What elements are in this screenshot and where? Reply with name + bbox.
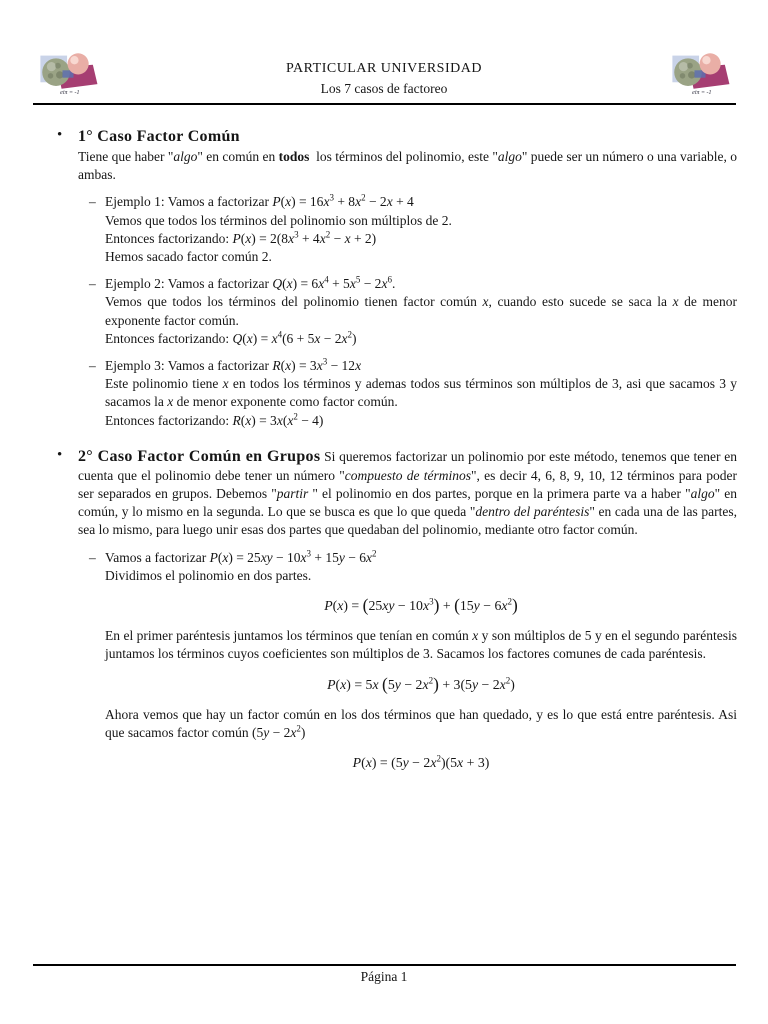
math-superscript: 3: [322, 356, 328, 367]
paragraph: [105, 412, 737, 430]
university-logo-left: [35, 51, 101, 97]
text-run: algo: [173, 149, 198, 164]
math-inline: x: [672, 294, 679, 310]
math-superscript: 6: [387, 274, 392, 285]
text-run: ", es decir 4, 6, 8, 9, 10, 12 términos para poder ser separados en grupos. Debemos ": [78, 467, 737, 502]
text-run: en todos los términos y ademas todos sus términos son múltiplos de 3, asi que sacamos 3 y sacamos la: [105, 376, 737, 410]
text-run: Vamos a factorizar: [105, 549, 210, 565]
text-run: Ahora vemos que hay un factor común en los dos términos que han quedado, y es lo que está entre paréntesis. Asi que sacamos factor común: [105, 706, 737, 740]
university-logo-right: [667, 51, 733, 97]
text-run: ): [433, 596, 440, 616]
math-inline: − 2x: [360, 276, 388, 292]
math-superscript: 2: [325, 229, 331, 240]
bullet-marker: •: [57, 127, 63, 143]
display-math: [105, 676, 737, 694]
text-run: todos: [278, 149, 310, 164]
text-run: Ejemplo 3: Vamos a factorizar: [105, 358, 273, 374]
text-run: .: [391, 276, 396, 292]
text-run: de menor exponente como factor común.: [173, 394, 398, 410]
math-inline: P(x) = 16x: [272, 194, 330, 210]
item-body: [105, 275, 737, 348]
math-superscript: 3: [429, 596, 434, 607]
math-superscript: 4: [324, 274, 329, 285]
paragraph: [105, 357, 737, 375]
section-lead: [78, 446, 737, 540]
math-superscript: 2: [361, 192, 366, 203]
dash-marker: –: [89, 549, 96, 565]
text-run: (: [382, 674, 388, 694]
item-body: [105, 549, 737, 784]
math-inline: − x + 2): [330, 230, 377, 246]
math-superscript: 2: [296, 723, 301, 734]
math-inline: + 3(5y − 2x: [438, 676, 506, 692]
math-inline: − 12x: [327, 358, 362, 374]
text-run: ): [433, 674, 439, 694]
dash-marker: –: [89, 276, 96, 292]
math-inline: Q(x) = 6x: [272, 276, 325, 292]
paragraph: [105, 293, 737, 329]
text-run: partir: [276, 486, 313, 502]
page-number: Página 1: [360, 969, 408, 984]
math-superscript: 3: [306, 548, 312, 559]
text-run: (: [362, 596, 369, 616]
math-inline: + 4x: [298, 230, 326, 246]
dash-marker: –: [89, 358, 96, 374]
section-heading: 1° Caso Factor Común: [78, 128, 240, 145]
section-heading: 2° Caso Factor Común en Grupos: [78, 447, 321, 465]
text-run: algo: [497, 149, 522, 164]
math-inline: 5y − 2x: [387, 676, 429, 692]
text-run: Hemos sacado factor común 2.: [105, 249, 272, 265]
example-item: [78, 275, 737, 348]
math-superscript: 2: [428, 674, 434, 685]
text-run: compuesto de términos: [344, 467, 471, 483]
paragraph: [105, 706, 737, 742]
page-title: PARTICULAR UNIVERSIDAD: [286, 61, 482, 76]
math-superscript: 3: [294, 229, 299, 240]
math-superscript: 2: [372, 548, 377, 559]
math-inline: + 5x: [328, 276, 356, 292]
math-inline: ): [352, 330, 357, 346]
math-inline: P(x) = 2(8x: [232, 230, 295, 246]
text-run: Tiene que haber ": [78, 149, 174, 164]
text-run: " en común, y lo mismo en la segunda. Lo que se busca es que lo que queda ": [78, 486, 737, 520]
math-inline: Q(x) = x: [232, 330, 278, 346]
text-run: Entonces factorizando:: [105, 230, 233, 246]
math-superscript: 3: [329, 192, 334, 203]
math-superscript: 4: [277, 329, 283, 340]
header-rule: [33, 103, 736, 105]
paragraph: [105, 567, 737, 585]
math-superscript: 2: [436, 753, 441, 764]
text-run: " en común en: [197, 149, 279, 164]
math-inline: x: [472, 628, 479, 644]
page-subtitle: Los 7 casos de factoreo: [320, 81, 448, 96]
paragraph: [105, 549, 737, 567]
math-inline: ): [300, 724, 306, 740]
math-inline: x: [222, 376, 229, 392]
section-intro: [78, 148, 737, 184]
text-run: los términos del polinomio, este ": [309, 149, 498, 164]
paragraph: [105, 275, 737, 293]
math-inline: P(x) = 5x: [327, 676, 379, 692]
math-inline: R(x) = 3x(x: [232, 412, 294, 428]
example-item: [78, 549, 737, 784]
math-inline: ): [510, 676, 515, 692]
display-math: [105, 597, 737, 615]
math-inline: 15y − 6x: [459, 598, 508, 614]
math-inline: (5y − 2x: [251, 724, 297, 740]
text-run: y son múltiplos de 5 y en el segundo paréntesis juntamos los términos cuyos coeficientes son múltiplos de 3. Sacamos los factores comunes de cada paréntesis.: [105, 628, 737, 662]
text-run: " el polinomio en dos partes, porque en la primera parte va a haber ": [312, 486, 691, 502]
math-inline: + 8x: [333, 194, 362, 210]
document-body: [57, 110, 737, 784]
text-run: ): [512, 596, 518, 616]
math-inline: P(x) = (5y − 2x: [352, 755, 437, 771]
display-math: [105, 754, 737, 772]
math-superscript: 2: [507, 596, 512, 607]
math-inline: x: [167, 394, 174, 410]
text-run: Vemos que todos los términos del polinomio tienen factor común: [105, 294, 483, 310]
math-inline: 25xy − 10x: [368, 598, 430, 614]
text-run: Entonces factorizando:: [105, 330, 233, 346]
text-run: " puede ser un número o una variable, o ambas.: [78, 149, 737, 183]
text-run: Dividimos el polinomio en dos partes.: [105, 567, 312, 583]
math-superscript: 2: [293, 411, 298, 422]
math-inline: − 4): [297, 412, 324, 428]
example-item: [78, 357, 737, 430]
text-run: Ejemplo 1: Vamos a factorizar: [105, 194, 273, 210]
paragraph: [105, 248, 737, 266]
section-2: [57, 445, 737, 784]
text-run: , cuando esto sucede se saca la: [488, 294, 673, 310]
section-lead: [78, 126, 737, 147]
bullet-marker: •: [57, 446, 63, 463]
footer-rule: [33, 964, 736, 966]
logo-formula-text: eiπ = -1: [692, 90, 712, 97]
math-inline: − 2x + 4: [365, 194, 414, 210]
item-body: [105, 357, 737, 430]
text-run: Si queremos factorizar un polinomio por este método, tenemos que tener en cuenta que el polinomio debe tener un número ": [78, 448, 737, 483]
math-inline: + 15y − 6x: [311, 549, 373, 565]
section-body: [78, 125, 737, 430]
text-run: algo: [690, 486, 715, 502]
paragraph: [105, 330, 737, 348]
text-run: Vemos que todos los términos del polinomio son múltiplos de 2.: [105, 212, 452, 228]
paragraph: [105, 627, 737, 663]
logo-formula-text: eiπ = -1: [60, 90, 80, 97]
math-inline: (6 + 5x − 2x: [282, 330, 348, 346]
example-item: [78, 193, 737, 266]
math-inline: P(x) =: [324, 598, 363, 614]
math-inline: P(x) = 25xy − 10x: [209, 549, 307, 565]
section-body: [78, 445, 737, 784]
text-run: dentro del paréntesis: [475, 504, 590, 520]
text-run: " en cada una de las partes, sea lo mismo, para luego unir esas dos partes que quedaban del polinomio, mediante otro factor común.: [78, 504, 738, 538]
text-run: (: [454, 596, 460, 616]
paragraph: [105, 230, 737, 248]
math-inline: x: [482, 294, 489, 310]
math-superscript: 2: [505, 674, 511, 685]
item-body: [105, 193, 737, 266]
math-inline: R(x) = 3x: [272, 358, 323, 374]
text-run: En el primer paréntesis juntamos los términos que tenían en común: [105, 628, 473, 644]
text-run: Este polinomio tiene: [105, 376, 223, 392]
section-1: [57, 125, 737, 430]
text-run: Entonces factorizando:: [105, 412, 233, 428]
math-superscript: 2: [347, 329, 353, 340]
math-inline: +: [439, 598, 455, 614]
dash-marker: –: [89, 194, 96, 210]
math-inline: )(5x + 3): [440, 755, 490, 771]
text-run: Ejemplo 2: Vamos a factorizar: [105, 276, 273, 292]
math-superscript: 5: [355, 274, 361, 285]
paragraph: [105, 375, 737, 411]
text-run: de menor exponente factor común.: [105, 294, 737, 328]
paragraph: [105, 193, 737, 211]
paragraph: [105, 212, 737, 230]
